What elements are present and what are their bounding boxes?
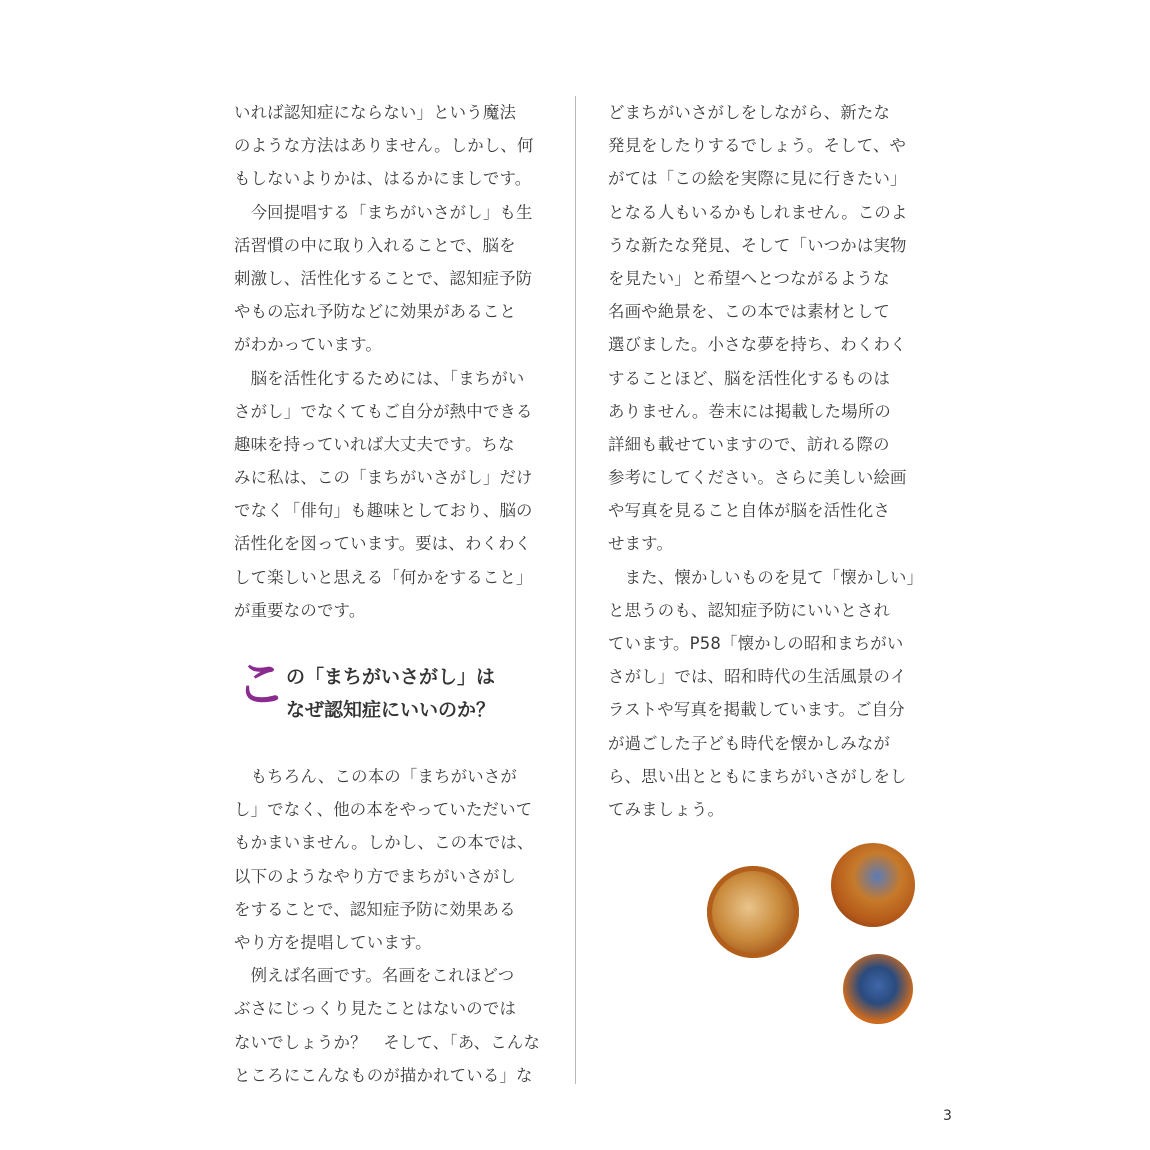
text-line: ないでしょうか？ そして、「あ、こんな [234,1032,541,1052]
text-line: し」でなく、他の本をやっていただいて [234,800,533,820]
left-column-paragraph-2 [234,760,550,1092]
left-column-paragraph-1 [234,96,550,627]
text-line: をすることで、認知症予防に効果ある [234,899,516,919]
section-heading [236,655,556,732]
text-line: 趣味を持っていれば大丈夫です。ちな [234,434,515,454]
text-line: 活習慣の中に取り入れることで、脳を [234,235,516,255]
painting-detail-circle-image [831,843,915,927]
text-line: して楽しいと思える「何かをすること」 [234,567,533,587]
text-line: や写真を見ること自体が脳を活性化さ [608,501,891,521]
text-line: どまちがいさがしをしながら、新たな [608,103,891,122]
text-line: ぶさにじっくり見たことはないのでは [234,999,517,1019]
text-line: また、懐かしいものを見て「懐かしい」 [608,567,924,587]
text-line: ら、思い出とともにまちがいさがしをし [608,766,907,786]
text-line: やもの忘れ予防などに効果があること [234,302,517,322]
text-line: 脳を活性化するためには、「まちがい [234,368,525,388]
text-line: ありません。巻末には掲載した場所の [608,401,892,421]
column-divider [575,96,576,1084]
text-line: がては「この絵を実際に見に行きたい」 [608,169,907,189]
painting-detail-circle-image [843,954,913,1024]
text-line: 名画や絶景を、この本では素材として [608,302,891,322]
painting-detail-circle-image [707,866,799,958]
heading-initial-mark: こ [236,655,286,713]
text-line: 選びました。小さな夢を持ち、わくわく [608,335,907,355]
text-line: 今回提唱する「まちがいさがし」も生 [234,202,533,222]
text-line: することほど、脳を活性化するものは [608,368,891,388]
text-line: 活性化を図っています。要は、わくわく [234,534,532,554]
text-line: と思うのも、認知症予防にいいとされ [608,600,891,620]
text-line: 刺激し、活性化することで、認知症予防 [234,268,533,288]
text-line: のような方法はありません。しかし、何 [234,136,534,156]
text-line: さがし」でなくてもご自分が熱中できる [234,401,533,421]
text-line: ラストや写真を掲載しています。ご自分 [608,700,905,720]
text-line: せます。 [608,534,674,554]
text-line: うな新たな発見、そして「いつかは実物 [608,235,907,255]
text-line: 詳細も載せていますので、訪れる際の [608,434,890,454]
text-line: が過ごした子ども時代を懐かしみなが [608,733,891,753]
text-line: ところにこんなものが描かれている」な [234,1065,533,1085]
text-line: でなく「俳句」も趣味としており、脳の [234,501,533,521]
text-line: 参考にしてください。さらに美しい絵画 [608,468,907,488]
text-line: となる人もいるかもしれません。このよ [608,202,908,222]
text-line: を見たい」と希望へとつながるような [608,268,890,288]
text-line: 以下のようなやり方でまちがいさがし [234,866,517,886]
text-line: ています。P58「懐かしの昭和まちがい [608,634,904,653]
heading-line-1: の「まちがいさがし」は [286,666,496,688]
text-line: もかまいません。しかし、この本では、 [234,833,534,853]
page-number: 3 [943,1108,952,1124]
text-line: が重要なのです。 [234,600,366,620]
text-line: がわかっています。 [234,335,383,355]
text-line: いれば認知症にならない」という魔法 [234,103,517,122]
right-column [608,96,924,826]
text-line: 例えば名画です。名画をこれほどつ [234,966,515,986]
text-line: みに私は、この「まちがいさがし」だけ [234,468,533,488]
text-line: さがし」では、昭和時代の生活風景のイ [608,667,907,687]
text-line: もしないよりかは、はるかにましです。 [234,169,532,189]
text-line: 発見をしたりするでしょう。そして、や [608,136,907,156]
text-line: やり方を提唱しています。 [234,932,432,952]
text-line: てみましょう。 [608,799,725,819]
heading-line-2: なぜ認知症にいいのか？ [286,699,496,721]
text-line: もちろん、この本の「まちがいさが [234,767,518,786]
